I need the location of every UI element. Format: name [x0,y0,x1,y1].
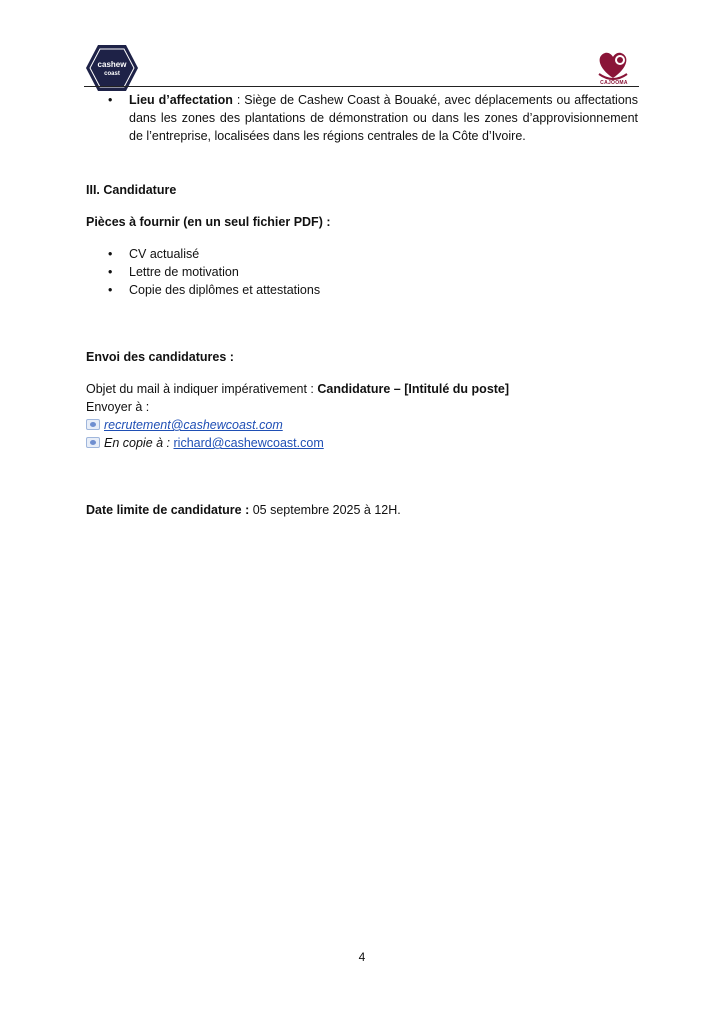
bullet-icon: • [108,265,113,279]
cc-email-row [86,434,638,452]
document-item [86,263,638,281]
subject-value: Candidature – [Intitulé du poste] [317,382,510,396]
document-item [86,245,638,263]
page-number: 4 [358,950,366,964]
document-label: Lettre de motivation [129,265,239,279]
documents-title: Pièces à fournir (en un seul fichier PDF) : [86,215,331,229]
email-icon [86,437,100,448]
page-content [86,91,638,519]
document-label: Copie des diplômes et attestations [129,283,321,297]
primary-email-row [86,416,638,434]
email-icon [86,419,100,430]
deadline-value: 05 septembre 2025 à 12H. [249,503,401,517]
bullet-icon: • [108,247,113,261]
subject-prefix: Objet du mail à indiquer impérativement : [86,382,318,396]
assignment-text: : Siège de Cashew Coast à Bouaké, avec déplacements ou affectations dans les zones des plantations de démonstration ou dans les zones d’approvisionnement de l’entreprise, localisées dans les régions centrales de la Côte d’Ivoire. [129,93,638,143]
cc-label: En copie à : [104,436,171,450]
send-to-label: Envoyer à : [86,400,150,414]
bullet-icon: • [108,283,113,297]
assignment-label: Lieu d’affectation [129,93,233,107]
logo-left-line2: coast [104,71,120,77]
document-label: CV actualisé [129,247,200,261]
logo-left-line1: cashew [97,60,127,69]
primary-email-link[interactable]: recrutement@cashewcoast.com [104,418,283,432]
assignment-bullet [86,91,638,145]
bullet-icon: • [108,93,113,107]
logo-right-label: CAJOOMA [600,80,628,86]
section-title: III. Candidature [86,183,177,197]
header-divider [84,86,639,87]
cc-email-link[interactable]: richard@cashewcoast.com [173,436,324,450]
document-item [86,281,638,299]
sending-title: Envoi des candidatures : [86,350,234,364]
deadline-line [86,501,638,519]
deadline-label: Date limite de candidature : [86,503,250,517]
subject-line [86,380,638,398]
